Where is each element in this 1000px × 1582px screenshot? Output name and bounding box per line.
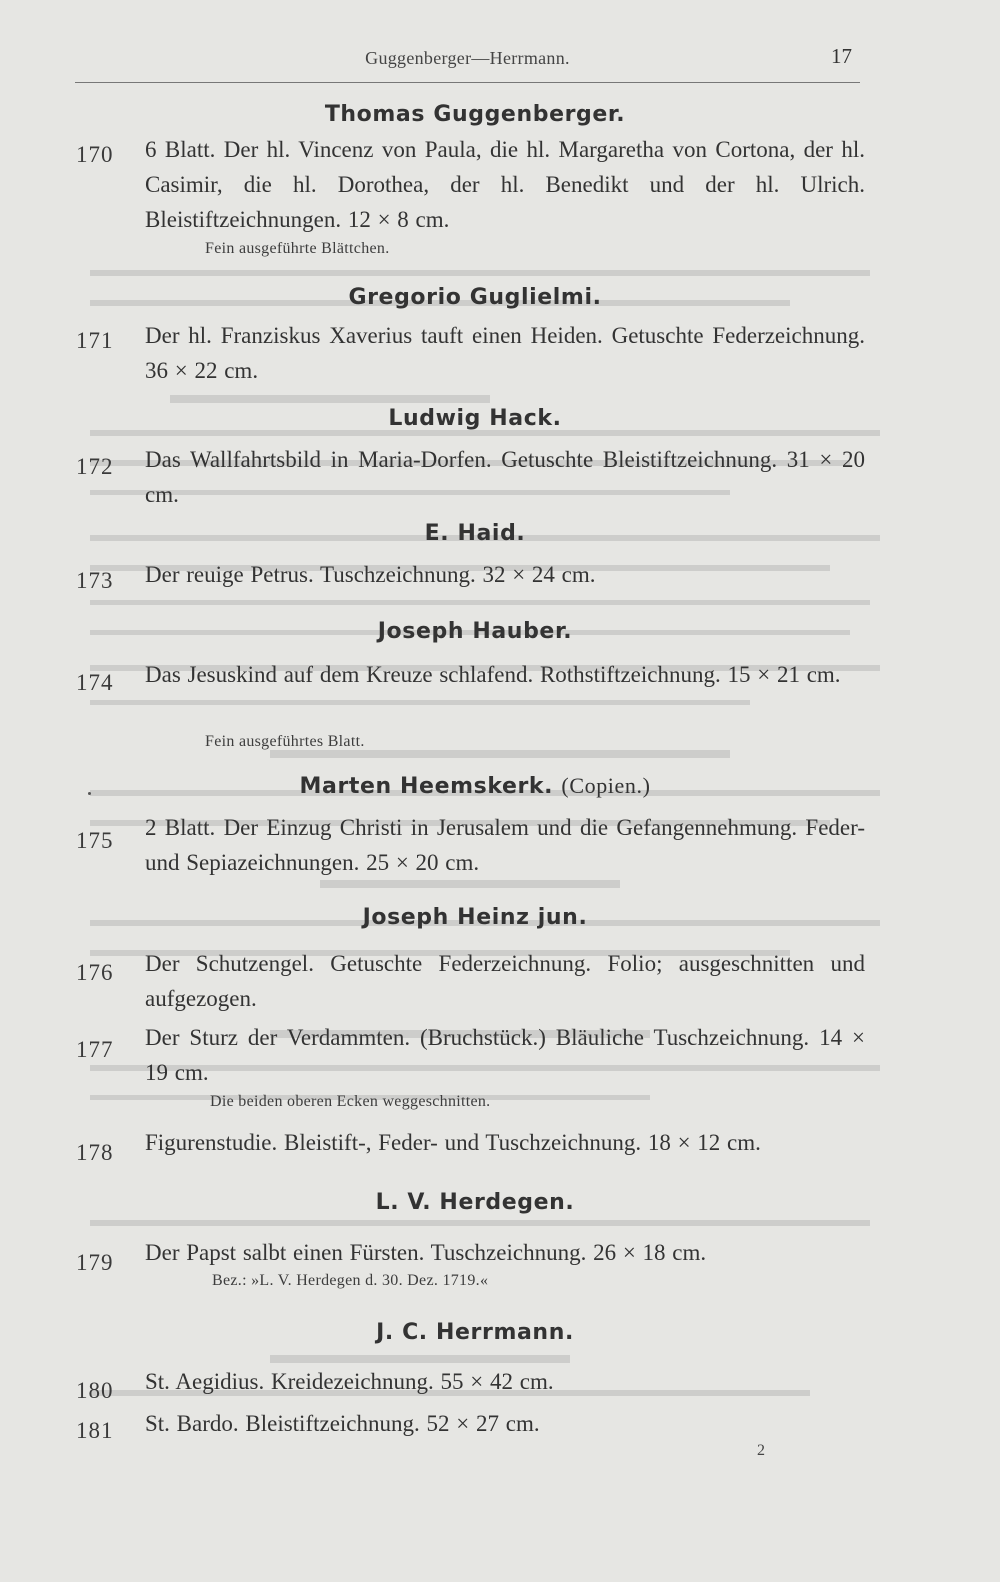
entry-number-179: 179 [76,1250,114,1275]
entry-note-174: Fein ausgeführtes Blatt. [205,733,365,750]
entry-number-171: 171 [76,328,114,353]
entry-text-172: Das Wallfahrtsbild in Maria-Dorfen. Getuschte Bleistiftzeichnung. 31 × 20 cm. [145,447,865,507]
entry-number-177: 177 [76,1037,114,1062]
entry-text-171: Der hl. Franziskus Xaverius tauft einen Heiden. Getuschte Federzeichnung. 36 × 22 cm. [145,323,865,383]
entry-number-174: 174 [76,670,114,695]
entry-note-177: Die beiden oberen Ecken weggeschnitten. [210,1093,491,1110]
entry-note-179: Bez.: »L. V. Herdegen d. 30. Dez. 1719.« [212,1272,489,1289]
sheet-signature: 2 [757,1442,765,1459]
entry-number-180: 180 [76,1378,114,1403]
entry-text-176: Der Schutzengel. Getuschte Federzeichnung. Folio; ausgeschnitten und aufgezogen. [145,951,865,1011]
artist-note-copien: (Copien.) [561,773,651,798]
artist-name-heemskerk: Marten Heemskerk. [299,774,554,799]
artist-heading-herdegen: L. V. Herdegen. [375,1190,575,1215]
artist-heading-guglielmi: Gregorio Guglielmi. [348,285,602,310]
page-number: 17 [831,44,852,68]
entry-number-176: 176 [76,960,114,985]
entry-text-170: 6 Blatt. Der hl. Vincenz von Paula, die hl. Margaretha von Cortona, der hl. Casimir, die hl. Dorothea, der hl. Benedikt und der hl. Ulrich. Bleistiftzeichnungen. 12 × 8 cm. [145,137,865,232]
entry-number-175: 175 [76,828,114,853]
artist-heading-heemskerk [90,773,860,799]
artist-heading-hauber: Joseph Hauber. [377,619,573,644]
artist-heading-haid: E. Haid. [424,521,526,546]
artist-heading-herrmann: J. C. Herrmann. [376,1320,574,1345]
entry-text-174: Das Jesuskind auf dem Kreuze schlafend. Rothstiftzeichnung. 15 × 21 cm. [145,662,841,687]
entry-text-175: 2 Blatt. Der Einzug Christi in Jerusalem und die Gefangennehmung. Feder- und Sepiazeichnungen. 25 × 20 cm. [145,815,865,875]
entry-text-177: Der Sturz der Verdammten. (Bruchstück.) Bläuliche Tuschzeichnung. 14 × 19 cm. [145,1025,865,1085]
entry-number-173: 173 [76,568,114,593]
entry-text-181: St. Bardo. Bleistiftzeichnung. 52 × 27 cm. [145,1411,540,1436]
running-title: Guggenberger—Herrmann. [365,48,570,68]
artist-heading-guggenberger: Thomas Guggenberger. [324,102,626,127]
entry-number-178: 178 [76,1140,114,1165]
entry-text-173: Der reuige Petrus. Tuschzeichnung. 32 × 24 cm. [145,562,596,587]
entry-text-178: Figurenstudie. Bleistift-, Feder- und Tuschzeichnung. 18 × 12 cm. [145,1130,761,1155]
entry-number-181: 181 [76,1418,114,1443]
entry-text-180: St. Aegidius. Kreidezeichnung. 55 × 42 cm. [145,1369,554,1394]
entry-number-172: 172 [76,454,114,479]
running-header [75,38,860,83]
entry-note-170: Fein ausgeführte Blättchen. [205,240,390,257]
artist-heading-hack: Ludwig Hack. [388,406,562,431]
entry-text-179: Der Papst salbt einen Fürsten. Tuschzeichnung. 26 × 18 cm. [145,1240,707,1265]
entry-number-170: 170 [76,142,114,167]
artist-heading-heinz: Joseph Heinz jun. [362,905,588,930]
